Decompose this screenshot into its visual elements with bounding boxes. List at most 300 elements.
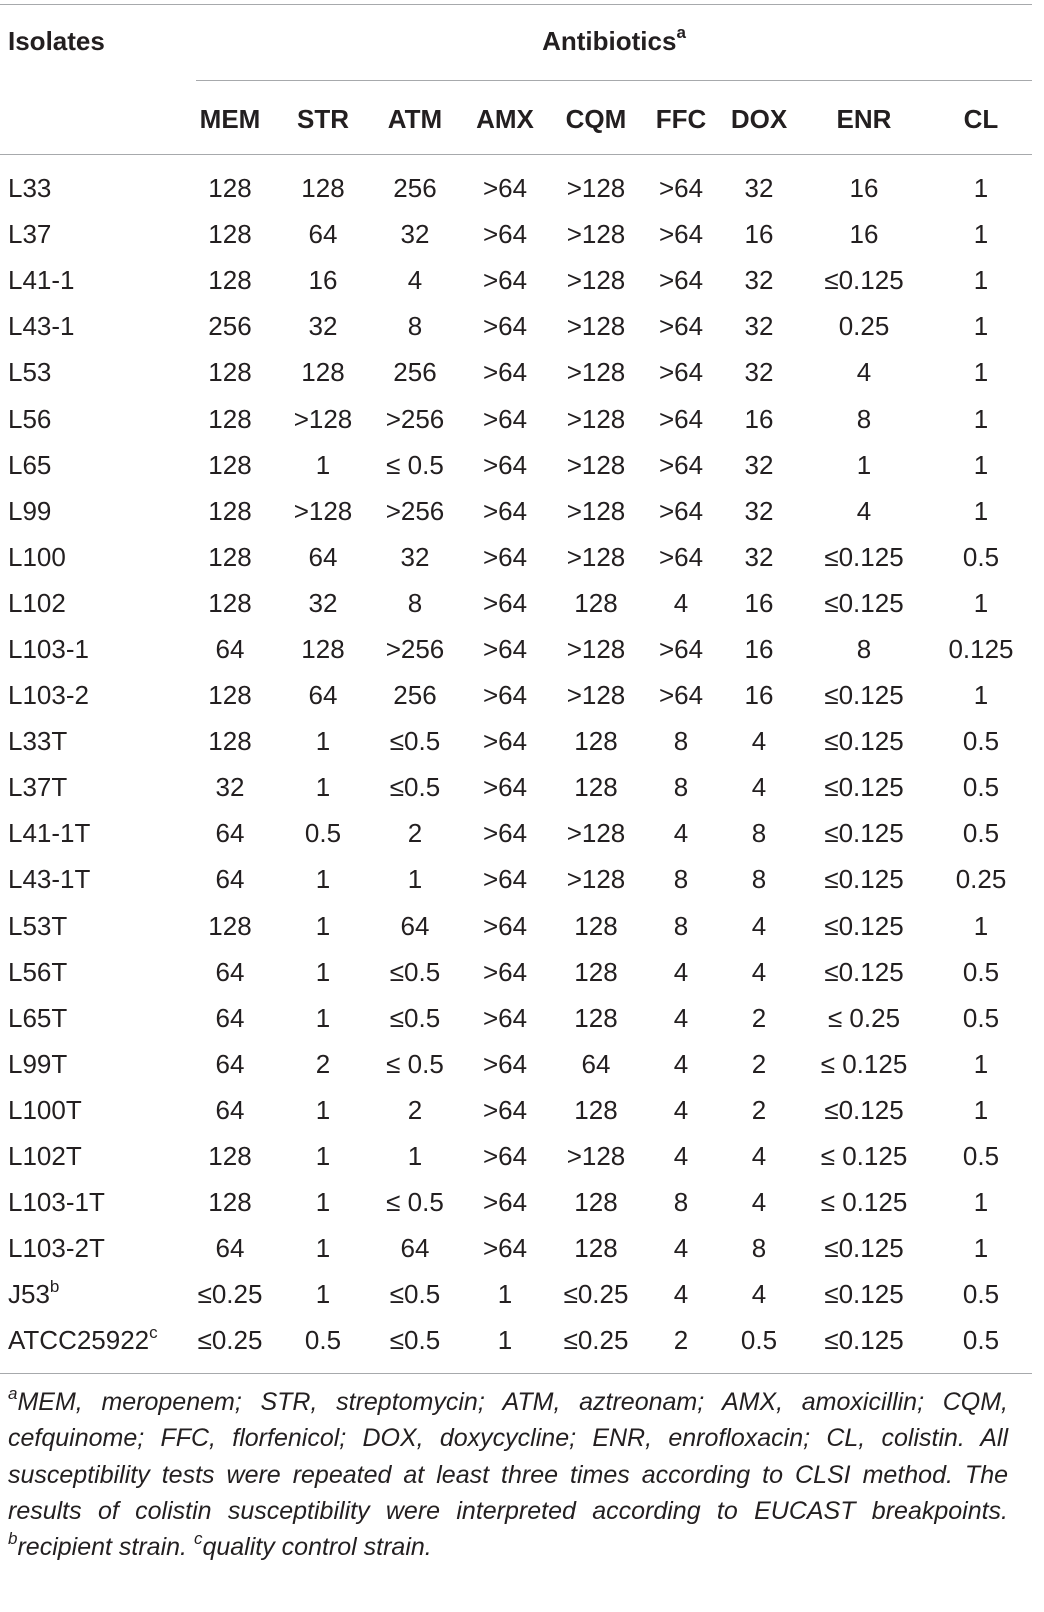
table-row <box>0 764 1032 810</box>
mic-cell-enr: ≤0.125 <box>824 772 904 803</box>
table-row <box>0 534 1032 580</box>
mic-cell-cl: 1 <box>973 219 989 250</box>
mic-cell-ffc: >64 <box>658 311 704 342</box>
table-row <box>0 1225 1032 1271</box>
mic-cell-cl: 1 <box>973 1233 989 1264</box>
mic-cell-cl: 1 <box>973 357 989 388</box>
mic-cell-atm: ≤0.5 <box>389 726 441 757</box>
isolate-cell: L41-1T <box>8 818 91 849</box>
table-row <box>0 165 1032 211</box>
mic-cell-mem: 64 <box>215 1094 245 1125</box>
mic-cell-mem: 64 <box>215 1233 245 1264</box>
mic-cell-enr: 16 <box>849 173 879 204</box>
isolate-cell: L43-1 <box>8 311 75 342</box>
mic-cell-atm: 32 <box>400 219 430 250</box>
mic-cell-amx: >64 <box>482 357 528 388</box>
mic-cell-dox: 0.5 <box>740 1325 778 1356</box>
mic-cell-ffc: 8 <box>673 864 689 895</box>
isolate-cell: L103-1T <box>8 1187 105 1218</box>
mic-cell-ffc: >64 <box>658 403 704 434</box>
mic-cell-mem: 128 <box>208 1187 252 1218</box>
mic-cell-ffc: 4 <box>673 1233 689 1264</box>
mic-cell-cl: 1 <box>973 311 989 342</box>
mic-cell-ffc: 4 <box>673 1002 689 1033</box>
mic-cell-dox: 2 <box>751 1002 767 1033</box>
isolate-cell: L65 <box>8 449 52 480</box>
mic-cell-cl: 0.5 <box>962 1141 1000 1172</box>
isolate-cell: L33T <box>8 726 68 757</box>
mic-cell-cl: 1 <box>973 265 989 296</box>
mic-cell-str: 64 <box>308 219 338 250</box>
mic-cell-ffc: 4 <box>673 956 689 987</box>
mic-cell-str: 32 <box>308 311 338 342</box>
mic-cell-cl: 0.5 <box>962 772 1000 803</box>
mic-cell-dox: 16 <box>744 219 774 250</box>
mic-cell-ffc: 8 <box>673 1187 689 1218</box>
mic-cell-atm: 32 <box>400 541 430 572</box>
isolates-header: Isolates <box>8 26 105 56</box>
mic-cell-str: 128 <box>301 357 345 388</box>
mic-cell-str: 1 <box>315 1187 331 1218</box>
isolate-cell: L43-1T <box>8 864 91 895</box>
mic-cell-str: 1 <box>315 1002 331 1033</box>
mic-cell-enr: ≤0.125 <box>824 1094 904 1125</box>
mic-cell-ffc: 4 <box>673 587 689 618</box>
mic-cell-dox: 32 <box>744 265 774 296</box>
mic-cell-enr: ≤0.125 <box>824 864 904 895</box>
isolate-cell: L56T <box>8 956 68 987</box>
mic-cell-cqm: 128 <box>574 587 618 618</box>
mic-cell-cqm: >128 <box>566 403 626 434</box>
mic-cell-atm: 4 <box>407 265 423 296</box>
mic-cell-str: 1 <box>315 449 331 480</box>
table-row <box>0 1041 1032 1087</box>
mic-cell-enr: 1 <box>856 449 872 480</box>
isolate-cell: L65T <box>8 1002 68 1033</box>
mic-cell-dox: 32 <box>744 541 774 572</box>
mic-cell-str: 128 <box>301 633 345 664</box>
table-row <box>0 442 1032 488</box>
mic-cell-mem: 128 <box>208 587 252 618</box>
mic-cell-cqm: >128 <box>566 357 626 388</box>
mic-cell-dox: 16 <box>744 633 774 664</box>
mic-cell-cl: 1 <box>973 1187 989 1218</box>
mic-cell-mem: 64 <box>215 818 245 849</box>
mic-cell-atm: >256 <box>385 403 445 434</box>
mic-cell-atm: ≤0.5 <box>389 956 441 987</box>
mic-cell-str: 1 <box>315 1094 331 1125</box>
table-row <box>0 349 1032 395</box>
column-header-amx: AMX <box>476 104 534 134</box>
mic-cell-enr: ≤0.125 <box>824 541 904 572</box>
mic-cell-dox: 16 <box>744 680 774 711</box>
mic-cell-dox: 2 <box>751 1094 767 1125</box>
table-row <box>0 1179 1032 1225</box>
mic-cell-atm: 256 <box>393 680 437 711</box>
mic-cell-cl: 1 <box>973 449 989 480</box>
mic-cell-cqm: 128 <box>574 772 618 803</box>
mic-cell-mem: 128 <box>208 219 252 250</box>
mic-cell-atm: 1 <box>407 864 423 895</box>
mic-cell-enr: 16 <box>849 219 879 250</box>
mic-cell-dox: 4 <box>751 1141 767 1172</box>
mic-cell-mem: ≤0.25 <box>197 1279 263 1310</box>
mic-cell-mem: 128 <box>208 726 252 757</box>
mic-cell-ffc: 8 <box>673 772 689 803</box>
mic-cell-cqm: 128 <box>574 1002 618 1033</box>
mic-cell-cqm: >128 <box>566 1141 626 1172</box>
mic-cell-amx: >64 <box>482 587 528 618</box>
mic-cell-ffc: 4 <box>673 818 689 849</box>
mic-cell-dox: 4 <box>751 956 767 987</box>
mic-cell-cqm: 128 <box>574 910 618 941</box>
mic-cell-dox: 16 <box>744 403 774 434</box>
mic-cell-amx: >64 <box>482 1187 528 1218</box>
mic-cell-atm: 2 <box>407 818 423 849</box>
mic-cell-atm: 1 <box>407 1141 423 1172</box>
mic-cell-cl: 1 <box>973 587 989 618</box>
mic-cell-cl: 0.5 <box>962 541 1000 572</box>
table-row <box>0 903 1032 949</box>
table-row <box>0 995 1032 1041</box>
mic-cell-str: 2 <box>315 1048 331 1079</box>
mic-cell-amx: >64 <box>482 541 528 572</box>
top-rule <box>0 4 1032 5</box>
mic-cell-str: 1 <box>315 1141 331 1172</box>
table-row <box>0 488 1032 534</box>
mic-cell-cl: 1 <box>973 1048 989 1079</box>
mic-cell-cqm: >128 <box>566 173 626 204</box>
mic-cell-mem: 64 <box>215 1002 245 1033</box>
isolate-cell: L37 <box>8 219 52 250</box>
mic-cell-mem: 128 <box>208 265 252 296</box>
mic-cell-amx: >64 <box>482 910 528 941</box>
mic-cell-str: 1 <box>315 1279 331 1310</box>
mic-cell-amx: >64 <box>482 1002 528 1033</box>
isolate-cell: L102T <box>8 1141 82 1172</box>
mic-cell-str: 1 <box>315 956 331 987</box>
mic-cell-amx: >64 <box>482 818 528 849</box>
isolate-cell: L99T <box>8 1048 68 1079</box>
mic-cell-str: 1 <box>315 772 331 803</box>
mic-cell-str: 0.5 <box>304 1325 342 1356</box>
mic-cell-dox: 32 <box>744 495 774 526</box>
mic-cell-ffc: 8 <box>673 726 689 757</box>
mic-cell-mem: 128 <box>208 403 252 434</box>
column-header-str: STR <box>297 104 349 134</box>
mic-cell-atm: 64 <box>400 1233 430 1264</box>
antibiotics-header: Antibiotics$^a$ <box>542 23 686 56</box>
table-row <box>0 718 1032 764</box>
mic-cell-atm: ≤0.5 <box>389 1325 441 1356</box>
mic-cell-mem: 128 <box>208 173 252 204</box>
mic-cell-mem: 32 <box>215 772 245 803</box>
mic-cell-mem: 64 <box>215 633 245 664</box>
mic-cell-cl: 0.5 <box>962 726 1000 757</box>
mic-cell-amx: >64 <box>482 173 528 204</box>
table-row <box>0 810 1032 856</box>
mic-cell-cl: 1 <box>973 495 989 526</box>
mic-cell-mem: 128 <box>208 910 252 941</box>
mic-cell-atm: 256 <box>393 173 437 204</box>
mic-cell-mem: 128 <box>208 495 252 526</box>
mic-cell-amx: >64 <box>482 1048 528 1079</box>
mic-cell-cqm: 128 <box>574 726 618 757</box>
mic-cell-amx: 1 <box>497 1325 513 1356</box>
isolate-cell: L33 <box>8 173 52 204</box>
mic-cell-cl: 0.5 <box>962 1325 1000 1356</box>
isolate-cell: L103-1 <box>8 633 89 664</box>
mic-cell-atm: ≤0.5 <box>389 1279 441 1310</box>
isolate-cell: L100T <box>8 1094 82 1125</box>
mic-cell-str: >128 <box>293 403 353 434</box>
table-row <box>0 1133 1032 1179</box>
table-row <box>0 856 1032 902</box>
mic-cell-cl: 0.5 <box>962 956 1000 987</box>
column-header-dox: DOX <box>730 104 788 134</box>
table-row <box>0 257 1032 303</box>
mic-cell-cqm: ≤0.25 <box>563 1325 629 1356</box>
mic-cell-amx: >64 <box>482 864 528 895</box>
mic-cell-cl: 1 <box>973 910 989 941</box>
mic-cell-cqm: >128 <box>566 495 626 526</box>
mic-cell-str: 1 <box>315 864 331 895</box>
mic-cell-str: 1 <box>315 726 331 757</box>
column-header-cl: CL <box>963 104 999 134</box>
mic-cell-mem: 64 <box>215 956 245 987</box>
mic-cell-amx: >64 <box>482 495 528 526</box>
mic-cell-enr: ≤ 0.125 <box>820 1187 908 1218</box>
mic-cell-cqm: 64 <box>581 1048 611 1079</box>
mic-cell-str: 16 <box>308 265 338 296</box>
mic-cell-dox: 32 <box>744 173 774 204</box>
mic-cell-ffc: 4 <box>673 1048 689 1079</box>
mic-cell-atm: ≤ 0.5 <box>386 1048 444 1079</box>
mic-cell-ffc: 4 <box>673 1141 689 1172</box>
mic-cell-mem: 128 <box>208 680 252 711</box>
mic-cell-dox: 16 <box>744 587 774 618</box>
mic-cell-ffc: 4 <box>673 1094 689 1125</box>
mic-cell-str: 64 <box>308 680 338 711</box>
isolate-cell: L103-2T <box>8 1233 105 1264</box>
mic-cell-cqm: 128 <box>574 956 618 987</box>
mic-cell-cl: 1 <box>973 173 989 204</box>
mic-cell-ffc: >64 <box>658 173 704 204</box>
mic-cell-cqm: >128 <box>566 864 626 895</box>
mic-cell-atm: 8 <box>407 587 423 618</box>
isolate-cell: L56 <box>8 403 52 434</box>
isolate-cell: L103-2 <box>8 680 89 711</box>
mic-cell-amx: >64 <box>482 772 528 803</box>
isolate-cell: L41-1 <box>8 265 75 296</box>
mic-cell-enr: ≤ 0.125 <box>820 1048 908 1079</box>
mic-cell-mem: 128 <box>208 1141 252 1172</box>
mic-cell-dox: 4 <box>751 1279 767 1310</box>
table-row <box>0 580 1032 626</box>
mic-cell-dox: 4 <box>751 910 767 941</box>
mic-cell-cqm: >128 <box>566 633 626 664</box>
column-header-ffc: FFC <box>655 104 707 134</box>
mic-cell-amx: >64 <box>482 219 528 250</box>
mic-cell-atm: ≤ 0.5 <box>386 1187 444 1218</box>
mic-cell-cl: 0.125 <box>948 633 1014 664</box>
mic-cell-cl: 0.25 <box>955 864 1007 895</box>
mic-cell-mem: 64 <box>215 864 245 895</box>
header-bottom-rule <box>0 154 1032 155</box>
table-row <box>0 626 1032 672</box>
mic-cell-str: >128 <box>293 495 353 526</box>
table-row <box>0 672 1032 718</box>
mic-cell-enr: ≤0.125 <box>824 265 904 296</box>
mic-cell-amx: >64 <box>482 680 528 711</box>
table-row <box>0 303 1032 349</box>
table-bottom-rule <box>0 1373 1032 1374</box>
mic-cell-dox: 32 <box>744 357 774 388</box>
mic-cell-atm: ≤ 0.5 <box>386 449 444 480</box>
mic-cell-cqm: >128 <box>566 265 626 296</box>
mic-cell-ffc: >64 <box>658 357 704 388</box>
mic-cell-atm: ≤0.5 <box>389 772 441 803</box>
mic-cell-enr: 8 <box>856 633 872 664</box>
mic-cell-str: 1 <box>315 910 331 941</box>
mic-cell-atm: 256 <box>393 357 437 388</box>
table-row <box>0 395 1032 441</box>
isolate-cell: L53 <box>8 357 52 388</box>
mic-cell-ffc: 2 <box>673 1325 689 1356</box>
mic-cell-cl: 1 <box>973 403 989 434</box>
mic-cell-atm: 64 <box>400 910 430 941</box>
mic-cell-atm: >256 <box>385 495 445 526</box>
mic-cell-cqm: >128 <box>566 680 626 711</box>
mic-cell-ffc: 4 <box>673 1279 689 1310</box>
mic-cell-dox: 2 <box>751 1048 767 1079</box>
mic-cell-ffc: >64 <box>658 265 704 296</box>
mic-table <box>0 165 1032 1363</box>
table-row <box>0 1087 1032 1133</box>
mic-cell-ffc: 8 <box>673 910 689 941</box>
mic-cell-enr: ≤ 0.125 <box>820 1141 908 1172</box>
mic-cell-dox: 8 <box>751 1233 767 1264</box>
mic-cell-enr: ≤0.125 <box>824 680 904 711</box>
mic-cell-amx: >64 <box>482 1141 528 1172</box>
table-row <box>0 1317 1032 1363</box>
mic-cell-enr: ≤0.125 <box>824 587 904 618</box>
table-body <box>0 165 1032 1363</box>
isolate-cell: L102 <box>8 587 66 618</box>
mic-cell-mem: 128 <box>208 541 252 572</box>
mic-cell-mem: 64 <box>215 1048 245 1079</box>
mic-cell-amx: >64 <box>482 449 528 480</box>
mic-cell-amx: >64 <box>482 1233 528 1264</box>
mic-cell-cqm: >128 <box>566 541 626 572</box>
mic-cell-cl: 1 <box>973 1094 989 1125</box>
mic-cell-amx: >64 <box>482 403 528 434</box>
mic-cell-amx: 1 <box>497 1279 513 1310</box>
mic-cell-enr: ≤0.125 <box>824 1325 904 1356</box>
table-row <box>0 211 1032 257</box>
column-header-atm: ATM <box>387 104 443 134</box>
antibiotics-subrule <box>196 80 1032 81</box>
mic-cell-enr: ≤0.125 <box>824 1279 904 1310</box>
mic-cell-amx: >64 <box>482 1094 528 1125</box>
mic-cell-ffc: >64 <box>658 680 704 711</box>
mic-cell-mem: 128 <box>208 357 252 388</box>
mic-cell-atm: >256 <box>385 633 445 664</box>
mic-cell-enr: ≤0.125 <box>824 956 904 987</box>
mic-cell-dox: 32 <box>744 311 774 342</box>
mic-cell-amx: >64 <box>482 726 528 757</box>
mic-cell-enr: ≤0.125 <box>824 910 904 941</box>
mic-cell-cqm: >128 <box>566 818 626 849</box>
mic-cell-enr: 4 <box>856 495 872 526</box>
mic-cell-enr: 4 <box>856 357 872 388</box>
mic-cell-cl: 1 <box>973 680 989 711</box>
mic-cell-amx: >64 <box>482 633 528 664</box>
mic-cell-atm: ≤0.5 <box>389 1002 441 1033</box>
mic-cell-ffc: >64 <box>658 449 704 480</box>
mic-cell-str: 32 <box>308 587 338 618</box>
isolate-cell: L100 <box>8 541 66 572</box>
mic-cell-mem: 128 <box>208 449 252 480</box>
mic-cell-ffc: >64 <box>658 541 704 572</box>
mic-cell-cqm: 128 <box>574 1094 618 1125</box>
mic-cell-cqm: >128 <box>566 449 626 480</box>
mic-cell-cqm: 128 <box>574 1187 618 1218</box>
mic-cell-enr: ≤ 0.25 <box>827 1002 901 1033</box>
mic-cell-cqm: >128 <box>566 219 626 250</box>
isolate-cell: L37T <box>8 772 68 803</box>
mic-cell-cl: 0.5 <box>962 1002 1000 1033</box>
mic-cell-dox: 8 <box>751 818 767 849</box>
mic-cell-cl: 0.5 <box>962 1279 1000 1310</box>
mic-cell-amx: >64 <box>482 956 528 987</box>
mic-cell-dox: 4 <box>751 726 767 757</box>
mic-cell-enr: 8 <box>856 403 872 434</box>
mic-cell-atm: 2 <box>407 1094 423 1125</box>
mic-cell-enr: ≤0.125 <box>824 1233 904 1264</box>
mic-cell-str: 64 <box>308 541 338 572</box>
mic-cell-atm: 8 <box>407 311 423 342</box>
mic-cell-str: 1 <box>315 1233 331 1264</box>
isolate-cell: L53T <box>8 910 68 941</box>
mic-cell-cl: 0.5 <box>962 818 1000 849</box>
mic-cell-amx: >64 <box>482 265 528 296</box>
isolate-cell: ATCC25922$^c$ <box>8 1322 158 1356</box>
mic-cell-amx: >64 <box>482 311 528 342</box>
mic-cell-dox: 4 <box>751 772 767 803</box>
mic-cell-enr: ≤0.125 <box>824 726 904 757</box>
mic-cell-str: 128 <box>301 173 345 204</box>
mic-cell-ffc: >64 <box>658 219 704 250</box>
mic-cell-dox: 8 <box>751 864 767 895</box>
column-header-cqm: CQM <box>565 104 627 134</box>
mic-cell-dox: 4 <box>751 1187 767 1218</box>
mic-cell-enr: ≤0.125 <box>824 818 904 849</box>
table-row <box>0 949 1032 995</box>
mic-cell-ffc: >64 <box>658 633 704 664</box>
mic-cell-cqm: ≤0.25 <box>563 1279 629 1310</box>
mic-cell-mem: 256 <box>208 311 252 342</box>
isolate-cell: L99 <box>8 495 52 526</box>
mic-cell-dox: 32 <box>744 449 774 480</box>
mic-cell-str: 0.5 <box>304 818 342 849</box>
table-row <box>0 1271 1032 1317</box>
mic-cell-enr: 0.25 <box>838 311 890 342</box>
mic-cell-ffc: >64 <box>658 495 704 526</box>
mic-cell-mem: ≤0.25 <box>197 1325 263 1356</box>
column-header-mem: MEM <box>199 104 261 134</box>
mic-cell-cqm: 128 <box>574 1233 618 1264</box>
